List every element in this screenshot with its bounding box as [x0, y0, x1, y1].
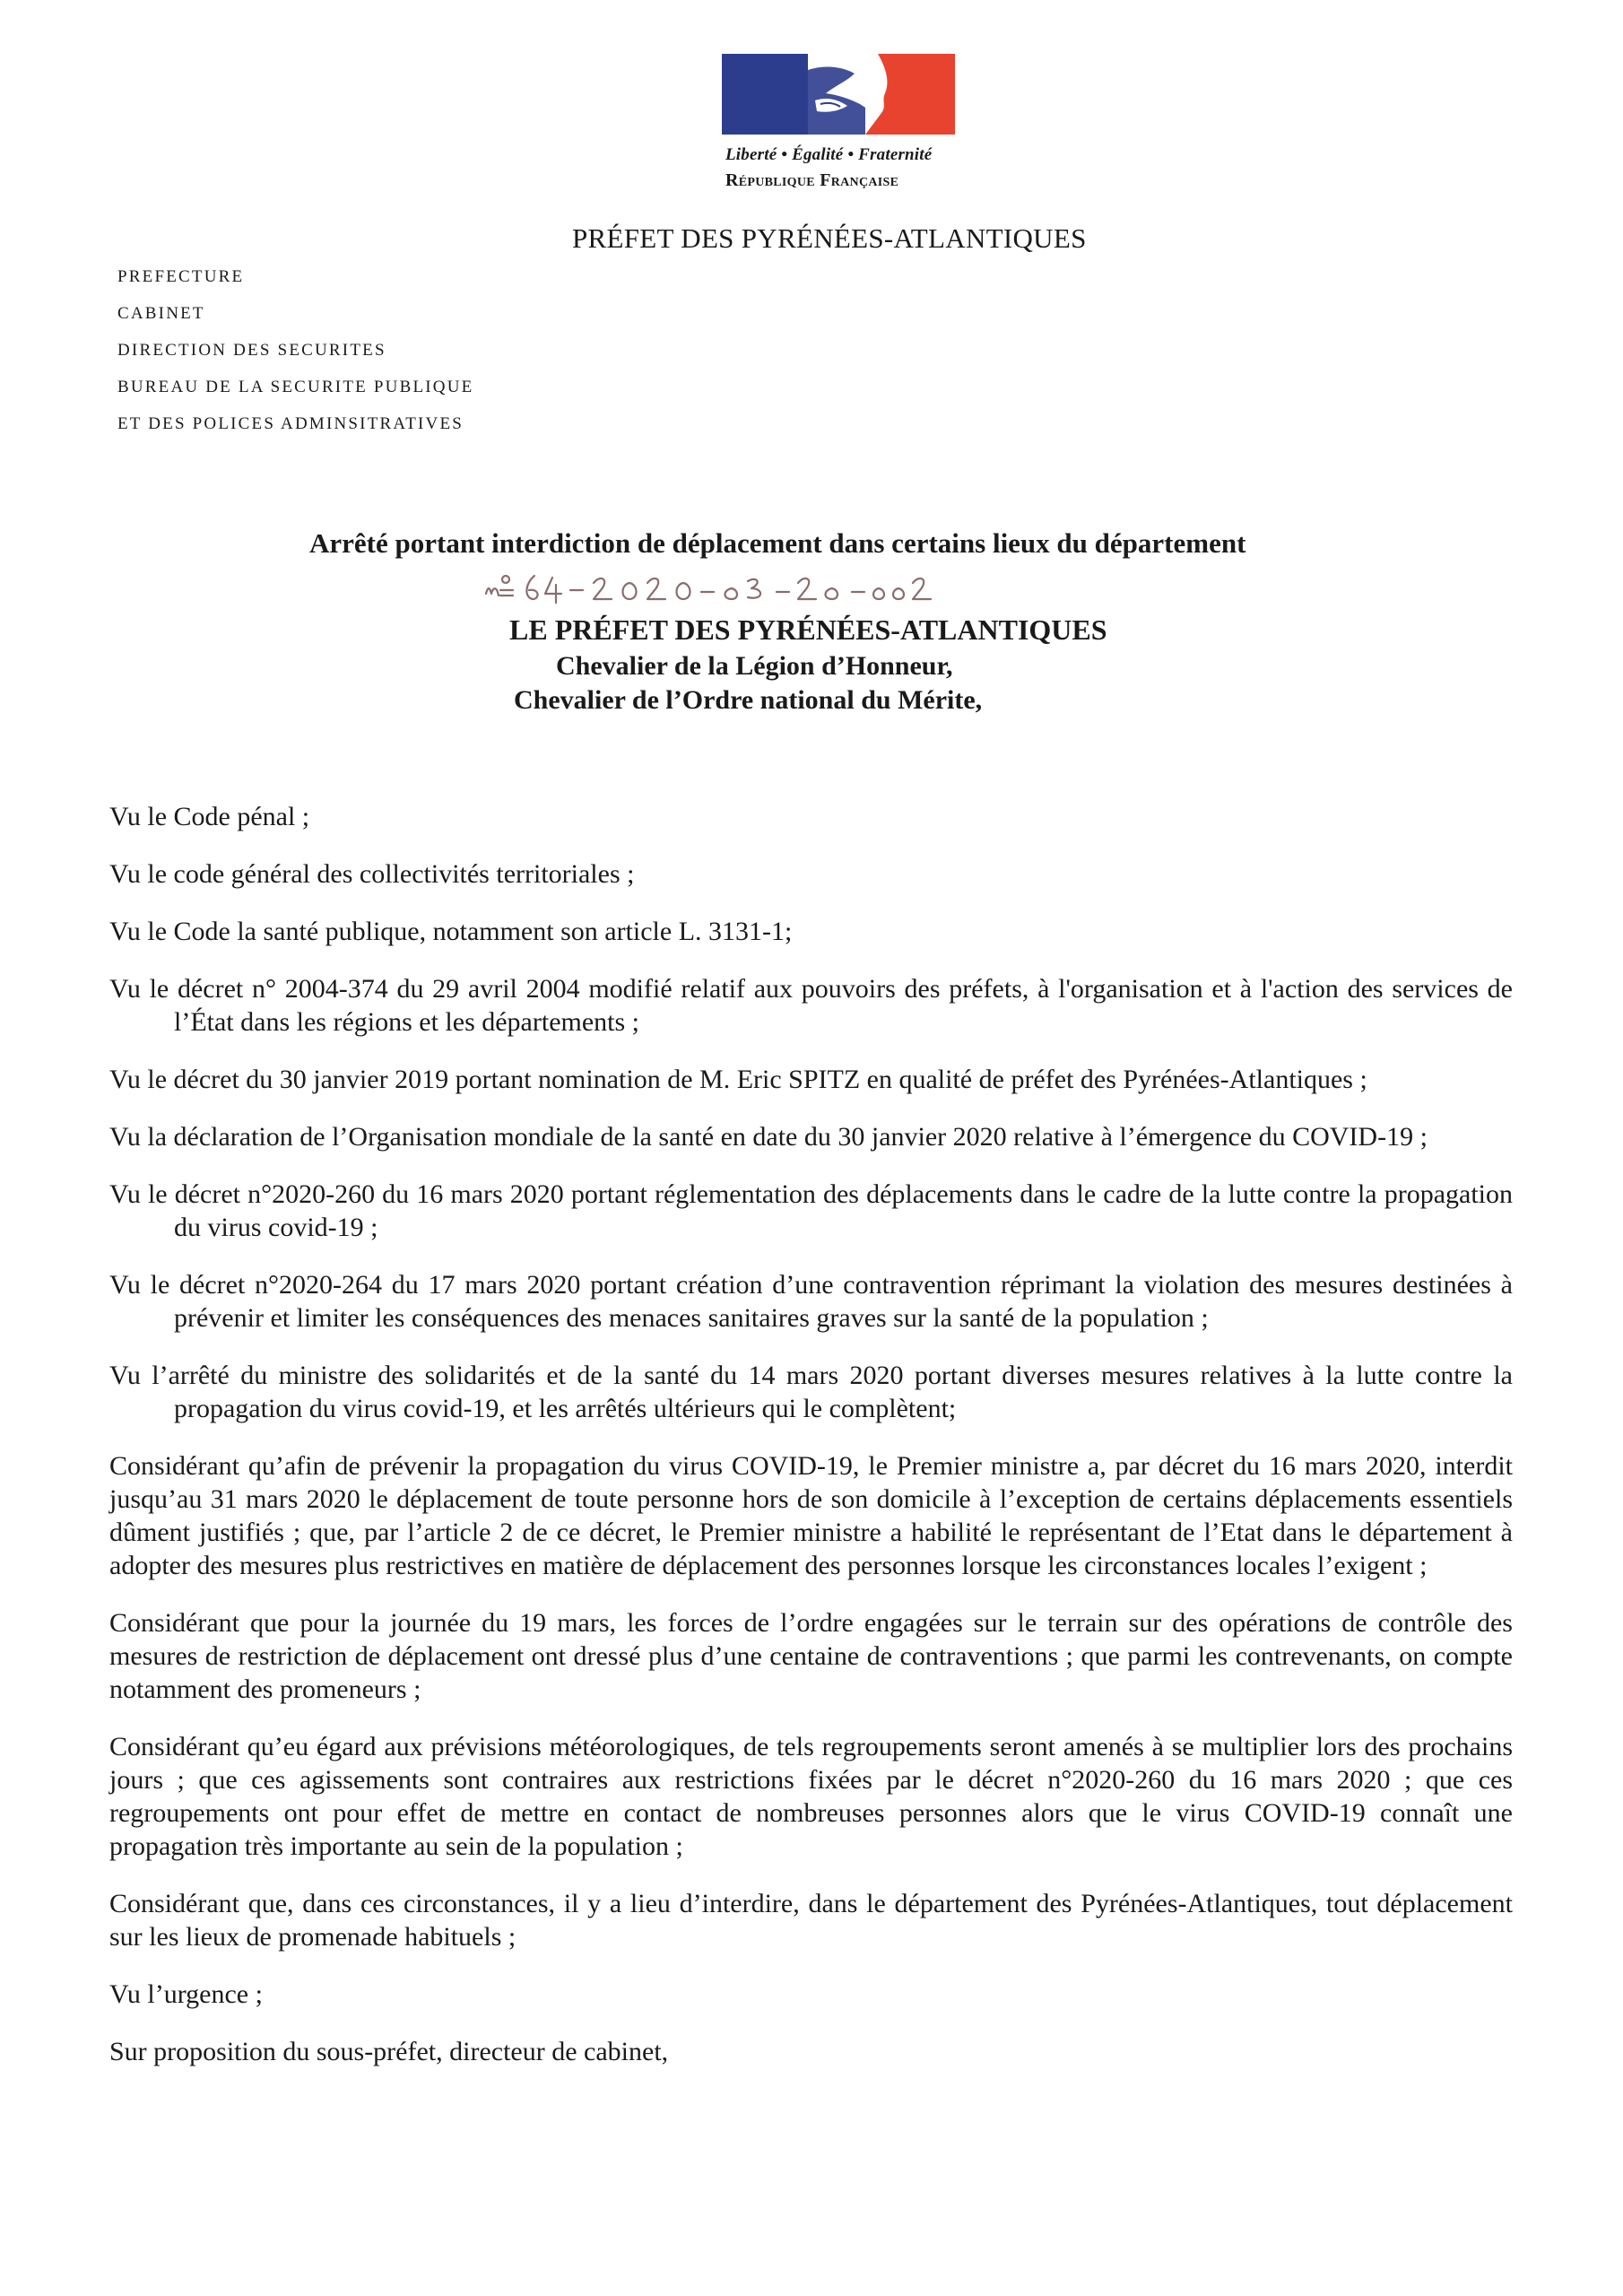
flag-white-band	[808, 54, 865, 135]
legal-reference: Vu le Code pénal ;	[109, 802, 310, 831]
republic-motto: Liberté • Égalité • Fraternité	[725, 145, 933, 164]
consideration-paragraph: Considérant qu’eu égard aux prévisions météorologiques, de tels regroupements seront amenés à se multiplier lors des prochains jours ; que ces agissements sont contraires aux restrictions fixées par le décret n°2020-260 du 16 mars 2020 ; que ces regroupements ont pour effet de mettre en contact de nombreuses personnes alors que le virus COVID-19 connaît une propagation très importante au sein de la population ;	[109, 1732, 1513, 1861]
prefect-decoration: Chevalier de l’Ordre national du Mérite,	[514, 685, 983, 715]
legal-reference: Vu la déclaration de l’Organisation mondiale de la santé en date du 30 janvier 2020 relative à l’émergence du COVID-19 ;	[109, 1122, 1428, 1152]
consideration-paragraph: Considérant qu’afin de prévenir la propagation du virus COVID-19, le Premier ministre a, par décret du 16 mars 2020, interdit jusqu’au 31 mars 2020 le déplacement de toute personne hors de son domicile à l’exception de certains déplacements essentiels dûment justifiés ; que, par l’article 2 de ce décret, le Premier ministre a habilité le représentant de l’Etat dans le département à adopter des mesures plus restrictives en matière de déplacement des personnes lorsque les circonstances locales l’exigent ;	[109, 1451, 1513, 1580]
service-line: DIRECTION DES SECURITES	[117, 341, 386, 360]
flag-red-band	[865, 54, 955, 135]
consideration-paragraph: Considérant que pour la journée du 19 mars, les forces de l’ordre engagées sur le terrain sur des opérations de contrôle des mesures de restriction de déplacement ont dressé plus d’une centaine de contraventions ; que parmi les contrevenants, on compte notamment des promeneurs ;	[109, 1608, 1513, 1704]
legal-reference: Vu le Code la santé publique, notamment son article L. 3131-1;	[109, 917, 793, 946]
legal-reference: Vu le décret n°2020-264 du 17 mars 2020 portant création d’une contravention réprimant la violation des mesures destinées à prévenir et limiter les conséquences des menaces sanitaires graves sur la santé de la population ;	[109, 1270, 1513, 1333]
legal-reference: Vu le décret n°2020-260 du 16 mars 2020 portant réglementation des déplacements dans le cadre de la lutte contre la propagation du virus covid-19 ;	[109, 1179, 1513, 1242]
consideration-paragraph: Considérant que, dans ces circonstances, il y a lieu d’interdire, dans le département des Pyrénées-Atlantiques, tout déplacement sur les lieux de promenade habituels ;	[109, 1889, 1513, 1952]
proposal-line: Sur proposition du sous-préfet, directeur de cabinet,	[109, 2037, 669, 2066]
republic-logo	[722, 54, 959, 191]
legal-reference: Vu le décret du 30 janvier 2019 portant nomination de M. Eric SPITZ en qualité de préfet des Pyrénées-Atlantiques ;	[109, 1065, 1367, 1094]
service-line: BUREAU DE LA SECURITE PUBLIQUE	[117, 378, 474, 396]
service-line: PREFECTURE	[117, 267, 245, 286]
flag-blue-band	[722, 54, 808, 135]
service-list	[117, 265, 473, 449]
legal-reference: Vu le code général des collectivités territoriales ;	[109, 859, 635, 889]
handwritten-number-annotation	[484, 567, 933, 610]
service-line: ET DES POLICES ADMINSITRATIVES	[117, 414, 464, 433]
marianne-flag-icon	[722, 54, 955, 135]
republic-name: République Française	[725, 170, 899, 190]
legal-reference: Vu le décret n° 2004-374 du 29 avril 2004 modifié relatif aux pouvoirs des préfets, à l'organisation et à l'action des services de l’État dans les régions et les départements ;	[109, 974, 1513, 1037]
urgency-line: Vu l’urgence ;	[109, 1979, 263, 2009]
prefecture-heading: PRÉFET DES PYRÉNÉES-ATLANTIQUES	[572, 222, 1087, 254]
considerations-body	[109, 800, 1513, 2092]
prefect-name: LE PRÉFET DES PYRÉNÉES-ATLANTIQUES	[509, 613, 1107, 646]
document-title: Arrêté portant interdiction de déplacement dans certains lieux du département	[309, 527, 1246, 559]
marianne-profile-icon	[808, 54, 865, 135]
legal-reference: Vu l’arrêté du ministre des solidarités et de la santé du 14 mars 2020 portant diverses mesures relatives à la lutte contre la propagation du virus covid-19, et les arrêtés ultérieurs qui le complètent;	[109, 1361, 1513, 1423]
marianne-face-icon	[865, 54, 955, 135]
prefect-decoration: Chevalier de la Légion d’Honneur,	[556, 651, 953, 681]
service-line: CABINET	[117, 304, 205, 323]
